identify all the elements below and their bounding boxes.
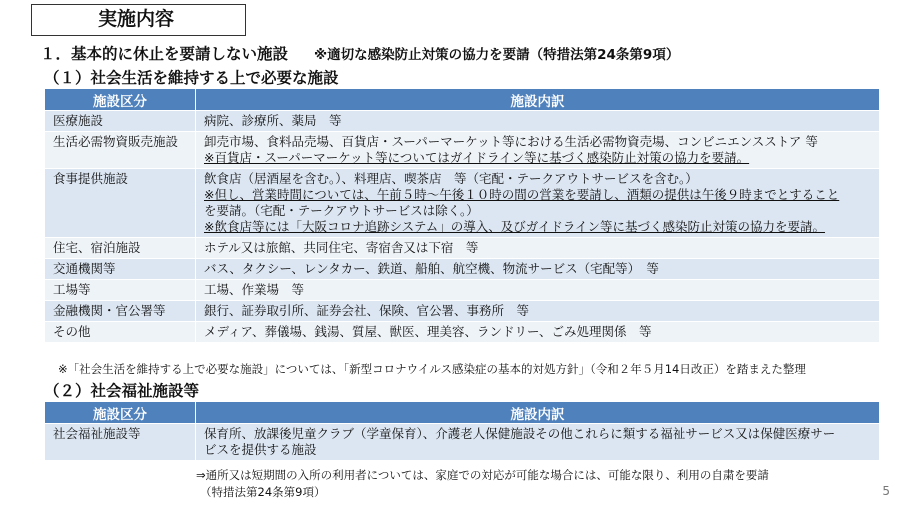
table-header [45,89,880,111]
table-row [45,169,880,238]
row-category: 住宅、宿泊施設 [45,238,196,259]
row-category: 交通機関等 [45,259,196,280]
row-detail: 飲食店（居酒屋を含む。）、料理店、喫茶店 等（宅配・テークアウトサービスを含む。） ※但し、営業時間については、午前５時～午後１０時の間の営業を要請し、酒類の提供は午後９時までとすること を要請。（宅配・テークアウトサービスは除く。） ※飲食店等には「大阪コロナ追跡システム」の導入、及びガイドライン等に基づく感染防止対策の協力を要請。 [196,169,880,238]
section2-table [44,401,880,461]
section1-table [44,88,880,343]
heading-1-text: １．基本的に休止を要請しない施設 [40,45,289,63]
row-category: 生活必需物資販売施設 [45,132,196,169]
row-category: その他 [45,322,196,343]
column-header-detail: 施設内訳 [196,89,880,111]
section1-footnote: ※「社会生活を維持する上で必要な施設」については、「新型コロナウイルス感染症の基本的対処方針」（令和２年５月14日改正）を踏まえた整理 [58,362,806,376]
row-category: 金融機関・官公署等 [45,301,196,322]
page-number: 5 [882,484,890,498]
table-row [45,132,880,169]
table-row [45,238,880,259]
row-category: 食事提供施設 [45,169,196,238]
table-row [45,280,880,301]
row-detail: 病院、診療所、薬局 等 [196,111,880,132]
row-detail: 工場、作業場 等 [196,280,880,301]
row-detail: 卸売市場、食料品売場、百貨店・スーパーマーケット等における生活必需物資売場、コンビニエンスストア 等 ※百貨店・スーパーマーケット等についてはガイドライン等に基づく感染防止対策の協力を要請。 [196,132,880,169]
heading-1 [40,42,679,64]
section2-footnote-line2: （特措法第24条第9項） [200,485,326,499]
row-detail: メディア、葬儀場、銭湯、質屋、獣医、理美容、ランドリー、ごみ処理関係 等 [196,322,880,343]
table-header [45,402,880,424]
section2-heading: （２）社会福祉施設等 [44,382,200,400]
row-detail: ホテル又は旅館、共同住宅、寄宿舎又は下宿 等 [196,238,880,259]
table-row [45,111,880,132]
column-header-category: 施設区分 [45,402,196,424]
heading-1-note: ※適切な感染防止対策の協力を要請（特措法第24条第9項） [314,47,680,63]
section1-heading: （１）社会生活を維持する上で必要な施設 [44,69,339,87]
row-category: 医療施設 [45,111,196,132]
table-row [45,322,880,343]
table-row [45,424,880,461]
row-category: 工場等 [45,280,196,301]
row-detail: 保育所、放課後児童クラブ（学童保育）、介護老人保健施設その他これらに類する福祉サービス又は保健医療サー ビスを提供する施設 [196,424,880,461]
column-header-detail: 施設内訳 [196,402,880,424]
row-detail: バス、タクシー、レンタカー、鉄道、船舶、航空機、物流サービス（宅配等） 等 [196,259,880,280]
column-header-category: 施設区分 [45,89,196,111]
table-row [45,259,880,280]
row-detail: 銀行、証券取引所、証券会社、保険、官公署、事務所 等 [196,301,880,322]
table-row [45,301,880,322]
row-category: 社会福祉施設等 [45,424,196,461]
page-title: 実施内容 [31,4,246,36]
section2-footnote-line1: ⇒通所又は短期間の入所の利用者については、家庭での対応が可能な場合には、可能な限り、利用の自粛を要請 [196,468,769,482]
